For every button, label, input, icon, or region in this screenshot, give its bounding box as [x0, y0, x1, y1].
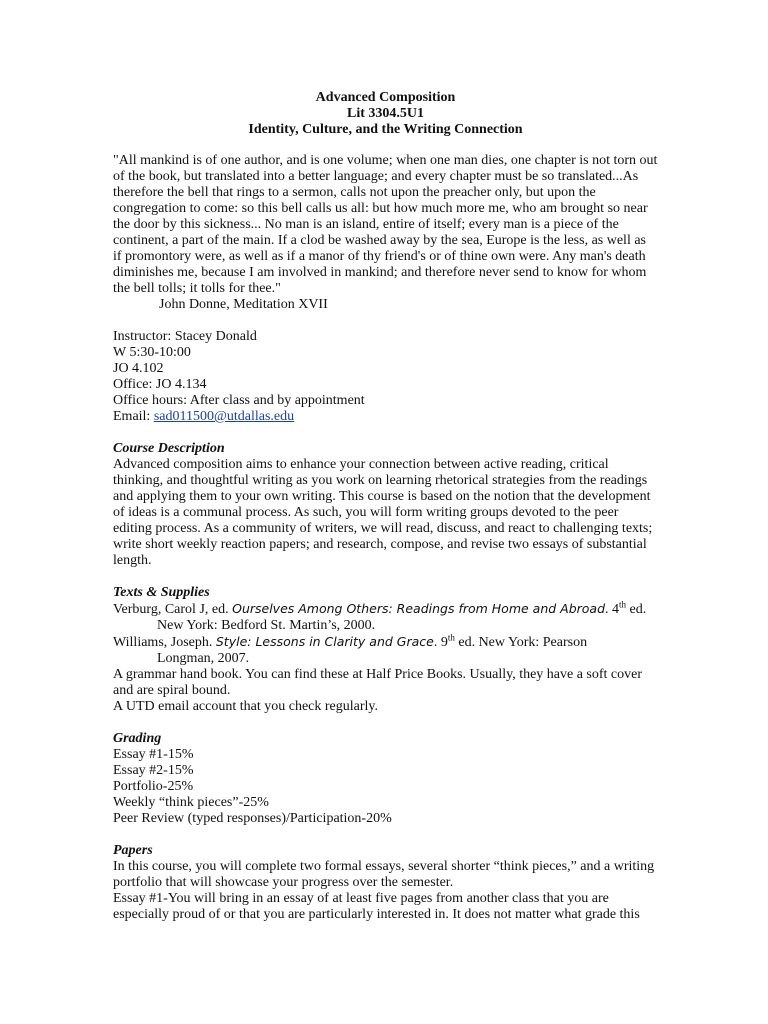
book-2-publisher: Longman, 2007.	[157, 651, 250, 666]
book-2-title: Style: Lessons in Clarity and Grace	[215, 634, 434, 649]
course-number: Lit 3304.5U1	[347, 106, 424, 121]
texts-heading: Texts & Supplies	[113, 585, 210, 600]
book-2-edition-label: ed. New York: Pearson	[454, 635, 588, 650]
papers-intro: In this course, you will complete two formal essays, several shorter “think pieces,” and a writing portfolio that will showcase your progress over the semester.	[113, 859, 655, 890]
grading-section	[113, 731, 658, 827]
course-description-heading: Course Description	[113, 441, 225, 456]
office-hours: Office hours: After class and by appointment	[113, 393, 365, 408]
book-1-edition-suffix: th	[619, 599, 627, 610]
class-room: JO 4.102	[113, 361, 164, 376]
epigraph-attribution: John Donne, Meditation XVII	[159, 297, 328, 312]
email-line	[113, 409, 658, 425]
document-header	[113, 90, 658, 138]
grading-item: Essay #1-15%	[113, 747, 194, 762]
email-account-note: A UTD email account that you check regularly.	[113, 699, 378, 714]
book-1-citation	[113, 601, 658, 618]
papers-heading: Papers	[113, 843, 153, 858]
texts-section	[113, 585, 658, 715]
email-link[interactable]: sad011500@utdallas.edu	[153, 409, 295, 424]
email-label: Email:	[113, 409, 154, 424]
course-subtitle: Identity, Culture, and the Writing Connection	[248, 122, 523, 137]
office-location: Office: JO 4.134	[113, 377, 207, 392]
grammar-book-note: A grammar hand book. You can find these at Half Price Books. Usually, they have a soft cover and are spiral bound.	[113, 667, 643, 698]
grading-item: Essay #2-15%	[113, 763, 194, 778]
course-title: Advanced Composition	[315, 90, 456, 105]
book-2-citation	[113, 634, 658, 651]
papers-section	[113, 843, 658, 923]
book-1-title: Ourselves Among Others: Readings from Home and Abroad	[232, 601, 606, 616]
epigraph-quote: "All mankind is of one author, and is one volume; when one man dies, one chapter is not torn out of the book, but translated into a better language; and every chapter must be so translated...As therefore the bell that rings to a sermon, calls not upon the preacher only, but upon the congregation to come: so this bell calls us all: but how much more me, who am brought so near the door by this sickness... No man is an island, entire of itself; every man is a piece of the continent, a part of the main. If a clod be washed away by the sea, Europe is the less, as well as if promontory were, as well as if a manor of thy friend's or of thine own were. Any man's death diminishes me, because I am involved in mankind; and therefore never send to know for whom the bell tolls; it tolls for thee."	[113, 153, 658, 296]
essay-1-description: Essay #1-You will bring in an essay of at least five pages from another class that you are especially proud of or that you are particularly interested in. It does not matter what grade this	[113, 891, 640, 922]
book-1-publisher: New York: Bedford St. Martin’s, 2000.	[157, 618, 376, 633]
syllabus-page	[113, 90, 658, 939]
grading-item: Peer Review (typed responses)/Participation-20%	[113, 811, 392, 826]
book-1-author: Verburg, Carol J, ed.	[113, 602, 233, 617]
course-description-section	[113, 441, 658, 569]
course-description-body: Advanced composition aims to enhance your connection between active reading, critical thinking, and thoughtful writing as you work on learning rhetorical strategies from the readings and applying them to your own writing. This course is based on the notion that the development of ideas is a communal process. As such, you will form writing groups devoted to the peer editing process. As a community of writers, we will read, discuss, and react to challenging texts; write short weekly reaction papers; and research, compose, and revise two essays of substantial length.	[113, 457, 653, 568]
book-2-edition: . 9	[433, 635, 448, 650]
book-2-author: Williams, Joseph.	[113, 635, 216, 650]
class-time: W 5:30-10:00	[113, 345, 191, 360]
instructor-info	[113, 329, 658, 425]
book-1-edition-label: ed.	[626, 602, 647, 617]
book-2-edition-suffix: th	[447, 632, 455, 643]
instructor-name: Instructor: Stacey Donald	[113, 329, 257, 344]
book-1-edition: . 4	[605, 602, 620, 617]
grading-item: Weekly “think pieces”-25%	[113, 795, 269, 810]
grading-heading: Grading	[113, 731, 162, 746]
grading-item: Portfolio-25%	[113, 779, 194, 794]
